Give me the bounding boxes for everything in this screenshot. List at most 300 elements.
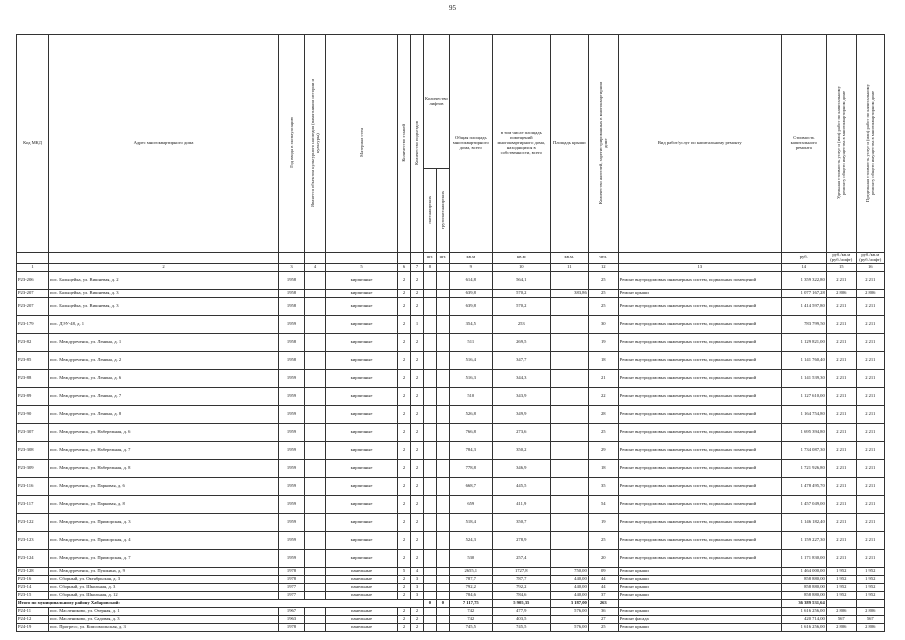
table-cell: Ремонт внутридомовых инженерных систем, подвальных помещений (618, 351, 781, 369)
table-body (17, 271, 885, 631)
table-row (17, 405, 885, 423)
table-cell: кирпичные (326, 297, 398, 315)
table-cell: 2 211 (826, 531, 856, 549)
table-cell: Р23-88 (17, 369, 49, 387)
total-total-area: 7 117,75 (449, 599, 492, 607)
table-cell: 1 952 (856, 583, 884, 591)
total-roof-area: 3 187,00 (550, 599, 588, 607)
table-cell: 1 952 (856, 591, 884, 599)
table-cell: 766,8 (449, 423, 492, 441)
table-cell: 2 (398, 351, 411, 369)
table-cell: Ремонт внутридомовых инженерных систем, подвальных помещений (618, 477, 781, 495)
table-row (17, 623, 885, 631)
table-cell: 2 (411, 549, 424, 567)
table-cell: Р23-123 (17, 531, 49, 549)
header-lifts-pass: пассажирских (424, 169, 437, 253)
table-cell: 25 (588, 623, 618, 631)
table-cell: кирпичные (326, 495, 398, 513)
table-cell: Ремонт внутридомовых инженерных систем, подвальных помещений (618, 315, 781, 333)
table-cell (550, 615, 588, 623)
table-cell: 2 211 (826, 369, 856, 387)
table-cell (424, 459, 437, 477)
table-cell: кирпичные (326, 351, 398, 369)
header-max-cost: Предельная стоимость услуг и (или) работ по капитальному ремонту общего имущества в многоквартирном доме (856, 35, 884, 253)
table-cell: 2 211 (826, 297, 856, 315)
table-cell: 2 211 (856, 297, 884, 315)
table-cell: кирпичные (326, 271, 398, 289)
table-cell: пос. Маслениково, ул. Садовая, д. 3 (49, 615, 279, 623)
table-cell: 1 952 (856, 567, 884, 575)
table-cell: 440,00 (550, 591, 588, 599)
table-cell: 858 880,00 (781, 591, 826, 599)
table-cell: 1959 (279, 459, 305, 477)
table-cell: пос. Междуреченск, ул. Ленина, д. 2 (49, 351, 279, 369)
table-cell: панельные (326, 615, 398, 623)
header-residents: Количество жителей, зарегистрированных в многоквартирном доме (588, 35, 618, 253)
table-cell: 2 (411, 297, 424, 315)
table-cell: пос. Бальщейка, ул. Вишневая, д. 3 (49, 289, 279, 297)
table-cell: кирпичные (326, 477, 398, 495)
table-cell: 659 (449, 495, 492, 513)
table-cell: Р23-307 (17, 423, 49, 441)
table-cell: Ремонт крыши (618, 607, 781, 615)
table-row (17, 575, 885, 583)
table-row (17, 289, 885, 297)
table-row (17, 615, 885, 623)
table-cell (550, 459, 588, 477)
table-cell: пос. Междуреченск, ул. Парковая, д. 6 (49, 477, 279, 495)
table-cell: 1959 (279, 513, 305, 531)
table-cell (436, 477, 449, 495)
table-cell: 2 211 (826, 271, 856, 289)
table-cell: Р23-124 (17, 549, 49, 567)
table-cell: 37 (588, 591, 618, 599)
table-cell: 639,8 (449, 289, 492, 297)
table-cell: 516,4 (449, 351, 492, 369)
table-cell: 2 (398, 513, 411, 531)
table-cell (436, 271, 449, 289)
table-cell: 25 (588, 271, 618, 289)
table-cell: 2 (398, 369, 411, 387)
table-cell (305, 531, 326, 549)
table-cell: 2 (398, 333, 411, 351)
table-cell: Ремонт внутридомовых инженерных систем, подвальных помещений (618, 333, 781, 351)
table-cell: Р23-16 (17, 575, 49, 583)
table-cell (424, 297, 437, 315)
table-cell: Р24-12 (17, 615, 49, 623)
table-cell (305, 513, 326, 531)
table-cell: 1958 (279, 271, 305, 289)
table-cell: 344,3 (492, 369, 550, 387)
table-cell (424, 531, 437, 549)
table-cell (424, 271, 437, 289)
table-cell: пос. Междуреченск, ул. Набережная, д. 6 (49, 423, 279, 441)
table-cell: Ремонт внутридомовых инженерных систем, подвальных помещений (618, 495, 781, 513)
table-cell (305, 333, 326, 351)
table-cell: 2 211 (826, 333, 856, 351)
table-cell: пос. Междуреченск, ул. Приморская, д. 3 (49, 513, 279, 531)
table-cell: 27 (588, 615, 618, 623)
table-cell: 2 211 (826, 315, 856, 333)
table-cell: Р23-82 (17, 333, 49, 351)
table-cell: 21 (588, 369, 618, 387)
table-cell: Р23-15 (17, 591, 49, 599)
table-cell: кирпичные (326, 549, 398, 567)
table-cell (424, 607, 437, 615)
table-cell: пос. Сборный, ул. Школьная, д. 12 (49, 591, 279, 599)
table-cell: 1 616 256,00 (781, 607, 826, 615)
table-row (17, 297, 885, 315)
table-cell: 1 146 182,40 (781, 513, 826, 531)
table-cell: 35 (588, 477, 618, 495)
table-cell: 350,7 (492, 513, 550, 531)
table-cell: пос. Сборный, ул. Школьная, д. 3 (49, 583, 279, 591)
table-cell: 44 (588, 575, 618, 583)
page-number: 95 (449, 4, 456, 12)
table-cell: 2 (411, 271, 424, 289)
table-cell: Ремонт фасада (618, 615, 781, 623)
table-cell: 576,00 (550, 623, 588, 631)
table-cell (424, 591, 437, 599)
table-cell: 2 806 (826, 607, 856, 615)
table-cell: 2 (398, 477, 411, 495)
table-cell: 36 (588, 607, 618, 615)
table-cell: 347,7 (492, 351, 550, 369)
table-cell: 750,00 (550, 567, 588, 575)
header-entrances: Количество подъездов (411, 35, 424, 253)
table-cell (305, 441, 326, 459)
table-cell: Р23-116 (17, 477, 49, 495)
table-cell (305, 369, 326, 387)
table-cell: 1 464 000,00 (781, 567, 826, 575)
table-cell: 20 (588, 549, 618, 567)
table-cell: Р23-128 (17, 567, 49, 575)
table-row (17, 607, 885, 615)
table-cell: 1 695 394,80 (781, 423, 826, 441)
table-cell: 570,2 (492, 297, 550, 315)
table-cell: 2 211 (856, 477, 884, 495)
table-cell: 5 (398, 567, 411, 575)
table-cell (436, 583, 449, 591)
table-cell: 518,4 (449, 513, 492, 531)
table-cell (305, 315, 326, 333)
table-cell: 668,7 (449, 477, 492, 495)
table-cell: 2 211 (826, 459, 856, 477)
table-cell: 411,9 (492, 495, 550, 513)
table-cell: 09 (588, 567, 618, 575)
table-cell: Р23-90 (17, 405, 49, 423)
table-cell (436, 495, 449, 513)
table-cell: 2 (411, 441, 424, 459)
table-cell (424, 623, 437, 631)
table-cell: панельные (326, 607, 398, 615)
table-cell: кирпичные (326, 315, 398, 333)
table-cell: 510 (449, 387, 492, 405)
table-cell (424, 315, 437, 333)
table-cell: пос. Бальщейка, ул. Вишневая, д. 2 (49, 271, 279, 289)
table-cell: 354,5 (449, 315, 492, 333)
table-cell (550, 271, 588, 289)
table-cell (550, 513, 588, 531)
table-cell: 1 159 227,30 (781, 531, 826, 549)
table-row (17, 531, 885, 549)
table-cell: 2 211 (826, 423, 856, 441)
table-cell: 526,8 (449, 405, 492, 423)
table-cell: 614,8 (449, 271, 492, 289)
total-residents: 263 (588, 599, 618, 607)
table-cell: 2 211 (856, 351, 884, 369)
header-work: Вид работ/услуг по капитальному ремонту (618, 35, 781, 253)
table-cell (550, 387, 588, 405)
table-cell: 2 (411, 531, 424, 549)
table-cell (424, 615, 437, 623)
table-cell: 2 211 (826, 387, 856, 405)
table-cell: кирпичные (326, 289, 398, 297)
table-cell: 350,2 (492, 441, 550, 459)
table-row (17, 423, 885, 441)
table-cell: 2 806 (826, 623, 856, 631)
table-cell: пос. Междуреченск, ул. Приморская, д. 4 (49, 531, 279, 549)
header-roof-area: Площадь крыши (550, 35, 588, 253)
table-cell (436, 405, 449, 423)
table-cell: 1 127 610,00 (781, 387, 826, 405)
table-cell: Ремонт крыши (618, 575, 781, 583)
table-cell: 858 880,00 (781, 583, 826, 591)
table-cell: 1959 (279, 549, 305, 567)
table-cell: 3 (411, 575, 424, 583)
table-cell (305, 549, 326, 567)
table-cell: 2 (398, 441, 411, 459)
table-cell: 383,86 (550, 289, 588, 297)
table-cell (436, 297, 449, 315)
header-floors: Количество этажей (398, 35, 411, 253)
table-cell: 2 (398, 615, 411, 623)
table-cell: 1978 (279, 623, 305, 631)
table-cell: Ремонт внутридомовых инженерных систем, подвальных помещений (618, 423, 781, 441)
table-cell: 787,7 (449, 575, 492, 583)
table-cell: Р23-117 (17, 495, 49, 513)
table-cell: 2 (398, 495, 411, 513)
table-cell: 2 211 (856, 459, 884, 477)
table-cell (305, 423, 326, 441)
table-cell: 25 (588, 423, 618, 441)
table-cell: кирпичные (326, 531, 398, 549)
table-cell: Р24-19 (17, 623, 49, 631)
table-cell: 639,8 (449, 297, 492, 315)
table-cell (550, 297, 588, 315)
table-cell (424, 549, 437, 567)
table-cell: 2 806 (826, 289, 856, 297)
table-row (17, 271, 885, 289)
table-cell: Ремонт внутридомовых инженерных систем, подвальных помещений (618, 441, 781, 459)
table-cell (436, 423, 449, 441)
table-cell: Р23-89 (17, 387, 49, 405)
table-cell: пос. Междуреченск, ул. Ленина, д. 6 (49, 369, 279, 387)
table-cell: 2 211 (856, 387, 884, 405)
header-area-own: в том числе площадь помещений многоквартирного дома, находящихся в собственности, всего (492, 35, 550, 253)
table-cell: 440,00 (550, 583, 588, 591)
table-cell: кирпичные (326, 387, 398, 405)
total-empty (826, 599, 856, 607)
header-total-area: Общая площадь многоквартирного дома, всего (449, 35, 492, 253)
table-cell: 858 880,00 (781, 575, 826, 583)
table-cell: 1 141 760,40 (781, 351, 826, 369)
table-cell: 1 952 (826, 567, 856, 575)
table-cell: 1727,8 (492, 567, 550, 575)
table-cell (305, 459, 326, 477)
table-cell (550, 405, 588, 423)
table-cell: Ремонт крыши (618, 623, 781, 631)
table-cell: 2 (398, 289, 411, 297)
table-cell: 576,00 (550, 607, 588, 615)
table-cell: 2 (398, 315, 411, 333)
table-cell: Ремонт внутридомовых инженерных систем, подвальных помещений (618, 549, 781, 567)
table-cell (436, 575, 449, 583)
table-cell: 742 (449, 615, 492, 623)
table-cell (550, 549, 588, 567)
table-cell: Ремонт внутридомовых инженерных систем, подвальных помещений (618, 531, 781, 549)
table-cell: 1 077 167,28 (781, 289, 826, 297)
table-cell: 567 (856, 615, 884, 623)
table-cell: пос. Междуреченск, ул. Приморская, д. 7 (49, 549, 279, 567)
table-cell: 2 (411, 289, 424, 297)
table-cell: 1963 (279, 615, 305, 623)
table-cell: 784,3 (449, 441, 492, 459)
table-cell: 2 211 (826, 441, 856, 459)
table-cell: Р23-309 (17, 459, 49, 477)
table-row (17, 333, 885, 351)
table-cell: 278,9 (492, 531, 550, 549)
table-cell: 28 (588, 405, 618, 423)
table-cell: 269,5 (492, 333, 550, 351)
table-cell: 44 (588, 583, 618, 591)
table-cell: 2 (398, 583, 411, 591)
table-cell: 784,6 (492, 591, 550, 599)
table-cell: 2 (398, 623, 411, 631)
table-cell: Ремонт внутридомовых инженерных систем, подвальных помещений (618, 513, 781, 531)
table-cell: 2 (411, 351, 424, 369)
table-cell: 2 211 (856, 495, 884, 513)
table-cell: пос. Междуреченск, ул. Парковая, д. 8 (49, 495, 279, 513)
table-cell: Р23-85 (17, 351, 49, 369)
table-cell: панельные (326, 567, 398, 575)
table-cell: 2 (398, 531, 411, 549)
table-row (17, 387, 885, 405)
table-row (17, 459, 885, 477)
table-cell: 2 (398, 297, 411, 315)
table-cell: 1 952 (826, 575, 856, 583)
table-cell: 1958 (279, 289, 305, 297)
table-cell: 1 164 754,80 (781, 405, 826, 423)
table-cell: 343,9 (492, 387, 550, 405)
table-cell (436, 549, 449, 567)
table-cell: 742 (449, 607, 492, 615)
table-cell: 2 (398, 405, 411, 423)
table-cell: 2 211 (856, 369, 884, 387)
table-cell (436, 615, 449, 623)
table-cell: 349,9 (492, 405, 550, 423)
table-cell: 257,4 (492, 549, 550, 567)
table-cell (305, 477, 326, 495)
table-cell: 2 211 (856, 513, 884, 531)
table-cell: кирпичные (326, 405, 398, 423)
table-cell: 524,3 (449, 531, 492, 549)
table-cell: кирпичные (326, 423, 398, 441)
table-cell: 30 (588, 315, 618, 333)
table-cell (305, 615, 326, 623)
table-cell: 1977 (279, 591, 305, 599)
table-cell: 2 (411, 387, 424, 405)
total-row (17, 599, 885, 607)
table-cell (424, 289, 437, 297)
table-cell: 1 721 926,80 (781, 459, 826, 477)
table-cell (550, 351, 588, 369)
table-cell: 2 211 (856, 315, 884, 333)
table-cell: 1959 (279, 315, 305, 333)
table-cell: 2 (411, 477, 424, 495)
table-cell: 403,5 (492, 615, 550, 623)
table-cell (424, 495, 437, 513)
table-cell: панельные (326, 591, 398, 599)
table-cell: 2 (411, 495, 424, 513)
table-cell: кирпичные (326, 459, 398, 477)
table-cell: пос. ДЭУ-48, д. 1 (49, 315, 279, 333)
table-cell: 1958 (279, 297, 305, 315)
header-material: Материал стен (326, 35, 398, 253)
table-cell (305, 591, 326, 599)
table-cell: Ремонт внутридомовых инженерных систем, подвальных помещений (618, 405, 781, 423)
table-cell: 19 (588, 333, 618, 351)
table-cell: кирпичные (326, 513, 398, 531)
table-cell (550, 441, 588, 459)
table-cell: 1958 (279, 333, 305, 351)
table-cell: пос. Маслениково, ул. Озерная, д. 1 (49, 607, 279, 615)
table-cell: 516,3 (449, 369, 492, 387)
table-cell: панельные (326, 583, 398, 591)
table-cell: 2 (398, 271, 411, 289)
table-cell: 2 211 (826, 477, 856, 495)
table-cell: 745,5 (492, 623, 550, 631)
table-cell: 530 (449, 549, 492, 567)
table-cell (436, 289, 449, 297)
table-cell: 2 (411, 607, 424, 615)
table-cell: пос. Прогресс, ул. Комсомольская, д. 3 (49, 623, 279, 631)
table-row (17, 477, 885, 495)
table-cell: 2 (398, 423, 411, 441)
table-cell: Ремонт внутридомовых инженерных систем, подвальных помещений (618, 459, 781, 477)
table-cell (436, 531, 449, 549)
table-row (17, 583, 885, 591)
table-cell: пос. Междуреченск, ул. Ленина, д. 7 (49, 387, 279, 405)
table-cell: 2 (411, 513, 424, 531)
capital-repair-table (16, 34, 885, 632)
table-cell: кирпичные (326, 333, 398, 351)
table-cell: 1959 (279, 477, 305, 495)
table-cell (305, 351, 326, 369)
table-cell: 1959 (279, 369, 305, 387)
table-cell: 253 (492, 315, 550, 333)
table-cell: 2 (398, 607, 411, 615)
table-cell: 2 806 (856, 623, 884, 631)
total-lifts-pass: 0 (424, 599, 437, 607)
table-cell: Ремонт крыши (618, 583, 781, 591)
table-cell: 2 211 (826, 405, 856, 423)
table-cell (550, 423, 588, 441)
table-cell (424, 477, 437, 495)
header-address: Адрес многоквартирного дома (49, 35, 279, 253)
table-cell: 25 (588, 531, 618, 549)
table-cell (424, 423, 437, 441)
